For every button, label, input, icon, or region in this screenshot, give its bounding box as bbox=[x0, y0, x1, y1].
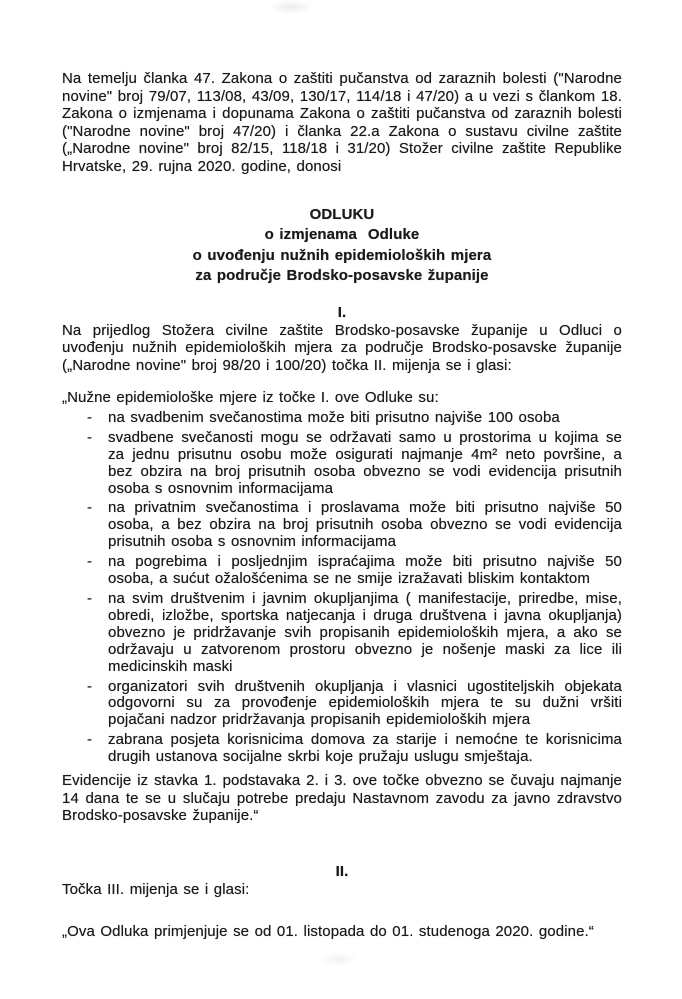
measures-intro: „Nužne epidemiološke mjere iz točke I. ove Odluke su: bbox=[62, 389, 439, 407]
decision-title bbox=[62, 205, 622, 287]
measure-item: - zabrana posjeta korisnicima domova za starije i nemoćne te korisnicima drugih ustanova socijalne skrbi koje pružaju uslugu smještaja. bbox=[108, 732, 622, 766]
section-1-paragraph: Na prijedlog Stožera civilne zaštite Brodsko-posavske županije u Odluci o uvođenju nužnih epidemioloških mjera za područje Brodsko-posavske županije („Narodne novine" broj 98/20 i 100/20) točka II. mijenja se i glasi: bbox=[62, 321, 622, 374]
validity-dates-quote: „Ova Odluka primjenjuje se od 01. listopada do 01. studenoga 2020. godine.“ bbox=[62, 923, 594, 941]
decision-title-line-2: o izmjenama Odluke bbox=[264, 226, 420, 244]
records-retention-paragraph: Evidencije iz stavka 1. podstavaka 2. i 3. ove točke obvezno se čuvaju najmanje 14 dana te se u slučaju potrebe predaju Nastavnom zavodu za javno zdravstvo Brodsko-posavske županije.“ bbox=[62, 772, 622, 825]
measure-item: - svadbene svečanosti mogu se održavati samo u prostorima u kojima se za jednu prisutnu osobu može osigurati najmanje 4m² neto površine, a bez obzira na broj prisutnih osoba obvezno se vodi evidencija prisutnih osoba s osnovnim informacijama bbox=[108, 430, 622, 498]
decision-title-line-4: za područje Brodsko-posavske županije bbox=[195, 267, 489, 285]
scan-smudge-top bbox=[268, 0, 314, 14]
intro-paragraph: Na temelju članka 47. Zakona o zaštiti pučanstva od zaraznih bolesti ("Narodne novine" broj 79/07, 113/08, 43/09, 130/17, 114/18 i 47/20) a u vezi s člankom 18. Zakona o izmjenama i dopunama Zakona o zaštiti pučanstva od zaraznih bolesti ("Narodne novine" broj 47/20) i članka 22.a Zakona o sustavu civilne zaštite („Narodne novine" broj 82/15, 118/18 i 31/20) Stožer civilne zaštite Republike Hrvatske, 29. rujna 2020. godine, donosi bbox=[62, 70, 622, 175]
section-2-heading: II. bbox=[335, 862, 349, 880]
section-1-heading: I. bbox=[337, 303, 347, 321]
measure-item: - na privatnim svečanostima i proslavama može biti prisutno najviše 50 osoba, a bez obzira na broj prisutnih osoba obvezno se vodi evidencija prisutnih osoba s osnovnim informacijama bbox=[108, 500, 622, 551]
section-2-paragraph: Točka III. mijenja se i glasi: bbox=[62, 880, 250, 898]
measure-item: - organizatori svih društvenih okupljanja i vlasnici ugostiteljskih objekata odgovorni su za provođenje epidemioloških mjera te su dužni vršiti pojačani nadzor pridržavanja propisanih epidemioloških mjera bbox=[108, 679, 622, 730]
scan-smudge-bottom bbox=[318, 952, 358, 966]
measure-item: - na pogrebima i posljednjim ispraćajima može biti prisutno najviše 50 osoba, a sućut ožalošćenima se ne smije izražavati bliskim kontaktom bbox=[108, 554, 622, 588]
decision-title-line-1: ODLUKU bbox=[309, 205, 375, 223]
decision-title-line-3: o uvođenju nužnih epidemioloških mjera bbox=[192, 246, 492, 264]
measures-list bbox=[62, 410, 622, 766]
measure-item: - na svadbenim svečanostima može biti prisutno najviše 100 osoba bbox=[108, 410, 622, 427]
measure-item: - na svim društvenim i javnim okupljanjima ( manifestacije, priredbe, mise, obredi, izložbe, sportska natjecanja i druga društvena i javna okupljanja) obvezno je pridržavanje svih propisanih epidemioloških mjera, a ako se održavaju u zatvorenom prostoru obvezno je nošenje maski za lice ili medicinskih maski bbox=[108, 591, 622, 676]
